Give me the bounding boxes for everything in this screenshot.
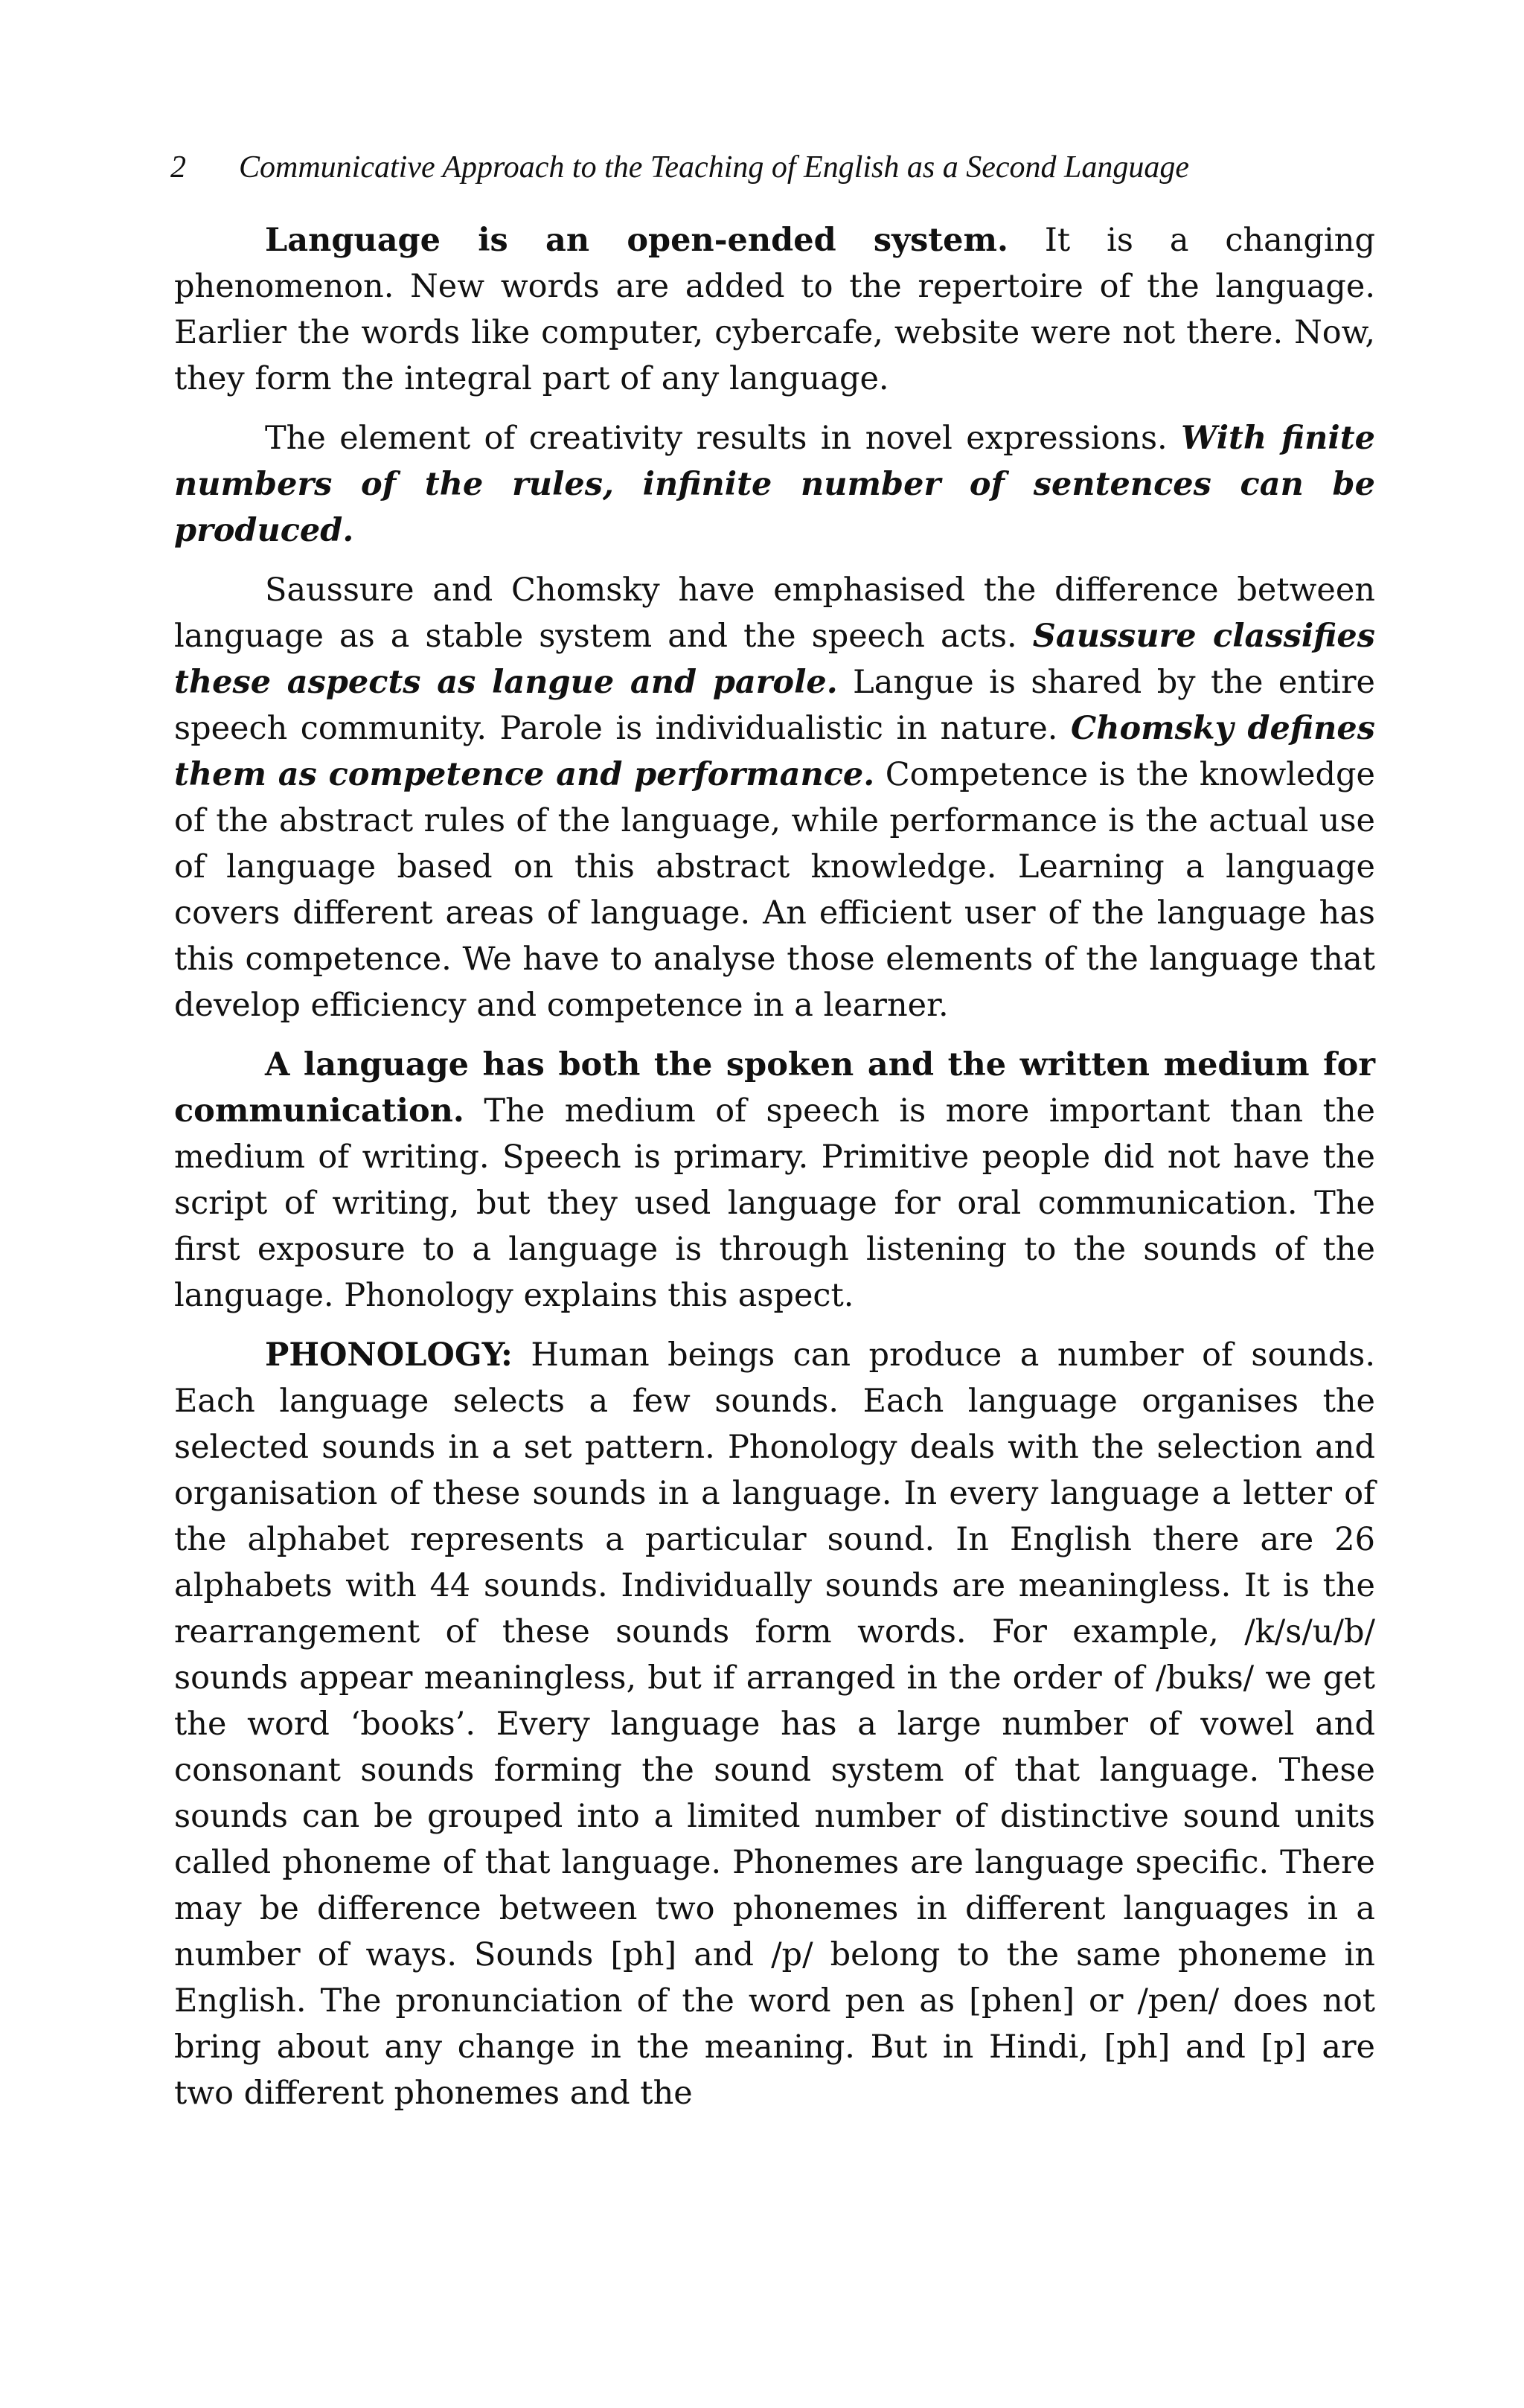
paragraph-creativity [174, 415, 1375, 554]
paragraph-text: The medium of speech is more important than the medium of writing. Speech is primary. Primitive people did not have the script of writing, but they used language for oral communication. The first exposure to a language is through listening to the sounds of the language. Phonology explains this aspect. [174, 1092, 1375, 1314]
paragraph-lead: PHONOLOGY: [265, 1336, 513, 1374]
paragraph-text: Langue is shared by the entire speech community. Parole is individualistic in nature. [174, 664, 1375, 747]
paragraph-text: It is a changing phenomenon. New words are added to the repertoire of the language. Earlier the words like computer, cybercafe, website were not there. Now, they form the integral part of any language. [174, 222, 1375, 397]
paragraph-saussure-chomsky [174, 567, 1375, 1028]
body-text [174, 217, 1375, 2130]
paragraph-text: The element of creativity results in novel expressions. [265, 420, 1182, 457]
running-head [170, 147, 1376, 188]
paragraph-open-ended-system [174, 217, 1375, 402]
paragraph-emphasis: Chomsky defines them as competence and performance. [174, 710, 1376, 793]
paragraph-phonology [174, 1332, 1375, 2116]
page-number: 2 [170, 150, 186, 185]
paragraph-spoken-written [174, 1042, 1375, 1319]
paragraph-text: Competence is the knowledge of the abstract rules of the language, while performance is the actual use of language based on this abstract knowledge. Learning a language covers different areas of language. An efficient user of the language has this competence. We have to analyse those elements of the language that develop efficiency and competence in a learner. [174, 756, 1375, 1024]
paragraph-text: Human beings can produce a number of sounds. Each language selects a few sounds. Each language organises the selected sounds in a set pattern. Phonology deals with the selection and organisation of these sounds in a language. In every language a letter of the alphabet represents a particular sound. In English there are 26 alphabets with 44 sounds. Individually sounds are meaningless. It is the rearrangement of these sounds form words. For example, /k/s/u/b/ sounds appear meaningless, but if arranged in the order of /buks/ we get the word ‘books’. Every language has a large number of vowel and consonant sounds forming the sound system of that language. These sounds can be grouped into a limited number of distinctive sound units called phoneme of that language. Phonemes are language specific. There may be difference between two phonemes in different languages in a number of ways. Sounds [ph] and /p/ belong to the same phoneme in English. The pronunciation of the word pen as [phen] or /pen/ does not bring about any change in the meaning. But in Hindi, [ph] and [p] are two different phonemes and the [174, 1336, 1375, 2112]
running-title: Communicative Approach to the Teaching of English as a Second Language [239, 150, 1190, 185]
paragraph-lead: A language has both the spoken and the written medium for communication. [174, 1046, 1375, 1130]
paragraph-emphasis: Saussure classifies these aspects as langue and parole. [174, 618, 1375, 701]
paragraph-text: Saussure and Chomsky have emphasised the difference between language as a stable system and the speech acts. [174, 571, 1375, 655]
paragraph-lead: Language is an open-ended system. [265, 222, 1008, 259]
paragraph-emphasis: With finite numbers of the rules, infinite number of sentences can be produced. [174, 420, 1375, 549]
